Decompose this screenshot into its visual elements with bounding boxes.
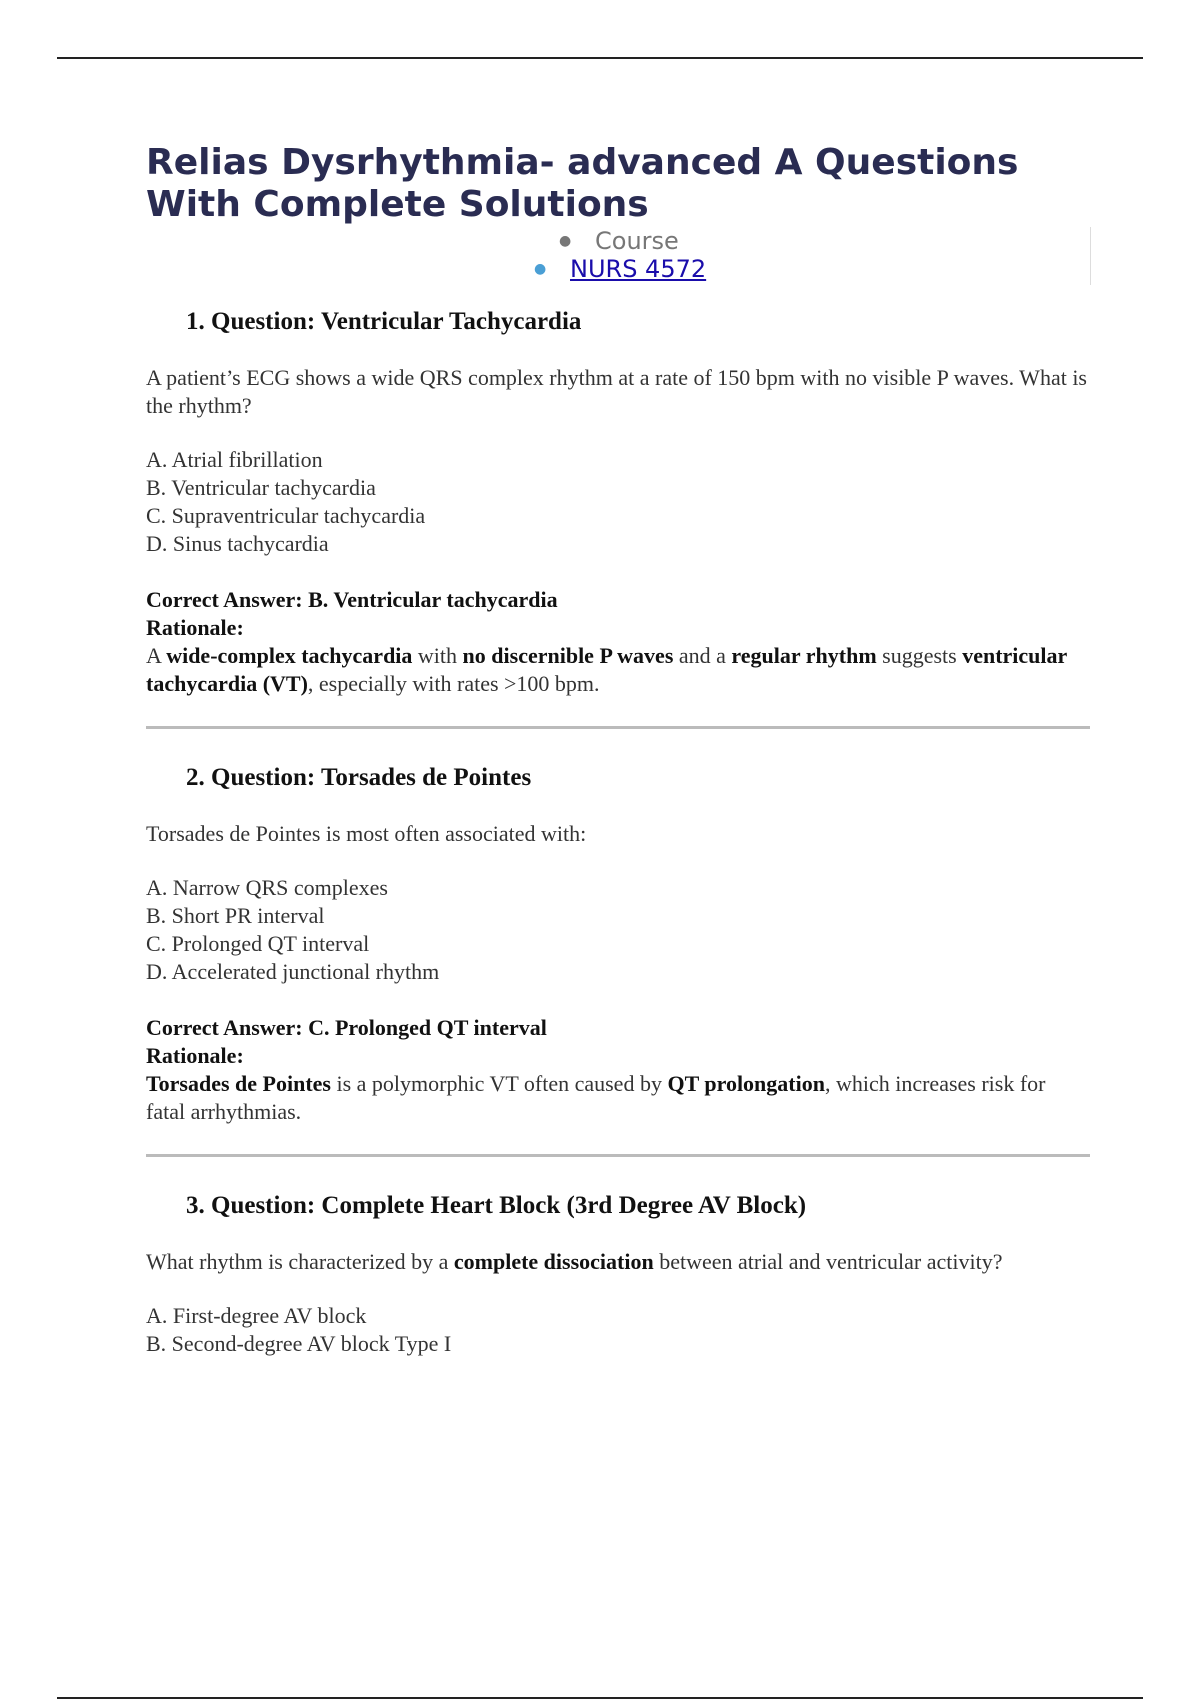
answer-options (146, 446, 1090, 558)
course-label: Course (595, 227, 679, 255)
question-heading: 3. Question: Complete Heart Block (3rd Degree AV Block) (186, 1192, 807, 1219)
correct-answer: Correct Answer: C. Prolonged QT interval (146, 1015, 547, 1040)
answer-block (146, 586, 1090, 698)
option-a: A. Narrow QRS complexes (146, 875, 388, 900)
question-text: A patient’s ECG shows a wide QRS complex rhythm at a rate of 150 bpm with no visible P waves. What is the rhythm? (146, 365, 1087, 418)
document-content (146, 142, 1090, 1358)
option-c: C. Prolonged QT interval (146, 931, 370, 956)
course-meta (146, 227, 1091, 285)
option-c: C. Supraventricular tachycardia (146, 503, 426, 528)
bullet-icon: ● (559, 233, 572, 249)
question-text: What rhythm is characterized by a complete dissociation between atrial and ventricular activity? (146, 1249, 1003, 1274)
answer-options (146, 874, 1090, 986)
question-3 (146, 1157, 1090, 1358)
rationale-text: A wide-complex tachycardia with no discernible P waves and a regular rhythm suggests ventricular tachycardia (VT), especially with rates >100 bpm. (146, 643, 1067, 696)
answer-options (146, 1302, 1090, 1358)
rationale-text: Torsades de Pointes is a polymorphic VT often caused by QT prolongation, which increases risk for fatal arrhythmias. (146, 1071, 1046, 1124)
correct-answer: Correct Answer: B. Ventricular tachycardia (146, 587, 558, 612)
option-a: A. Atrial fibrillation (146, 447, 323, 472)
page-bottom-rule (57, 1697, 1143, 1699)
question-heading: 2. Question: Torsades de Pointes (186, 764, 532, 791)
option-a: A. First-degree AV block (146, 1303, 367, 1328)
question-heading: 1. Question: Ventricular Tachycardia (186, 308, 582, 335)
option-b: B. Second-degree AV block Type I (146, 1331, 452, 1356)
course-link[interactable]: NURS 4572 (570, 255, 707, 283)
option-d: D. Accelerated junctional rhythm (146, 959, 440, 984)
answer-block (146, 1014, 1090, 1126)
course-label-item (559, 227, 679, 255)
option-d: D. Sinus tachycardia (146, 531, 329, 556)
option-b: B. Short PR interval (146, 903, 325, 928)
course-link-item (534, 255, 707, 283)
rationale-label: Rationale: (146, 615, 244, 640)
question-2 (146, 729, 1090, 1157)
question-1 (146, 285, 1090, 729)
bullet-icon: ● (534, 261, 547, 277)
page-top-rule (57, 57, 1143, 59)
rationale-label: Rationale: (146, 1043, 244, 1068)
option-b: B. Ventricular tachycardia (146, 475, 376, 500)
document-title: Relias Dysrhythmia- advanced A Questions With Complete Solutions (146, 142, 1019, 225)
question-text: Torsades de Pointes is most often associated with: (146, 821, 587, 846)
